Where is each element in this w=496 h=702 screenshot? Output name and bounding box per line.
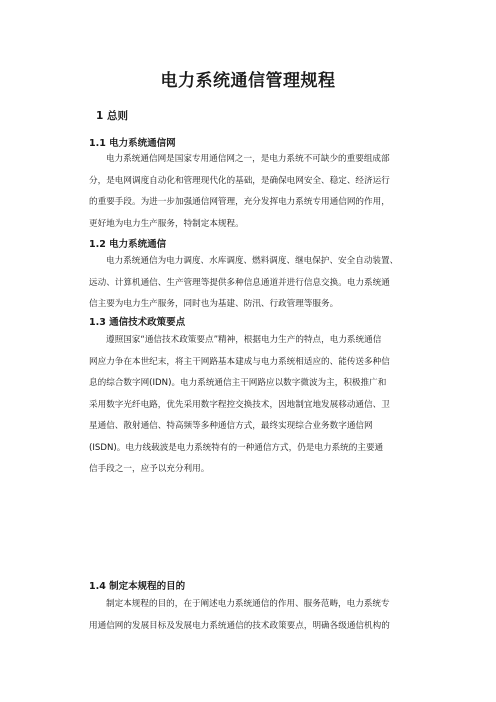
section-heading-1-2: 1.2 电力系统通信 (89, 239, 167, 250)
paragraph-line: 更好地为电力生产服务，特制定本规程。 (89, 218, 244, 229)
paragraph-line: 采用数字光纤电路，优先采用数字程控交换技术，因地制宜地发展移动通信、卫 (89, 399, 390, 410)
section-heading-1-3: 1.3 通信技术政策要点 (89, 317, 186, 328)
paragraph-line: 用通信网的发展目标及发展电力系统通信的技术政策要点，明确各级通信机构的 (89, 620, 390, 631)
paragraph-line: 星通信、散射通信、特高频等多种通信方式，最终实现综合业务数字通信网 (89, 421, 373, 431)
section-heading-1-1: 1.1 电力系统通信网 (89, 138, 176, 149)
paragraph-line: 分，是电网调度自动化和管理现代化的基础，是确保电网安全、稳定、经济运行 (89, 175, 390, 186)
paragraph-line: 制定本规程的目的，在于阐述电力系统通信的作用、服务范畴，电力系统专 (106, 599, 390, 609)
paragraph-line: 信主要为电力生产服务，同时也为基建、防汛、行政管理等服务。 (89, 299, 339, 309)
paragraph-line: 网应力争在本世纪末，将主干网路基本建成与电力系统相适应的、能传送多种信 (89, 356, 390, 367)
paragraph-line: 的重要手段。为进一步加强通信网管理，充分发挥电力系统专用通信网的作用， (89, 197, 390, 207)
paragraph-line: 远动、计算机通信、生产管理等提供多种信息通道并进行信息交换。电力系统通 (89, 277, 390, 288)
document-title: 电力系统通信管理规程 (160, 71, 336, 91)
paragraph-line: 电力系统通信网是国家专用通信网之一，是电力系统不可缺少的重要组成部 (106, 154, 390, 164)
chapter-heading: 1 总则 (96, 110, 128, 122)
paragraph-line: 信手段之一，应予以充分利用。 (89, 464, 210, 474)
section-paragraph-1-4 (89, 594, 421, 637)
section-paragraph-1-2 (89, 251, 421, 316)
section-paragraph-1-1 (89, 149, 421, 235)
paragraph-line: (ISDN)。电力线载波是电力系统特有的一种通信方式，仍是电力系统的主要通 (89, 442, 384, 453)
section-paragraph-1-3 (89, 330, 421, 481)
section-heading-1-4: 1.4 制定本规程的目的 (89, 581, 186, 592)
paragraph-line: 电力系统通信为电力调度、水库调度、燃料调度、继电保护、安全自动装置、 (106, 256, 399, 266)
paragraph-line: 遵照国家“通信技术政策要点”精神，根据电力生产的特点，电力系统通信 (106, 335, 382, 345)
paragraph-line: 息的综合数字网(IDN)。电力系统通信主干网路应以数字微波为主，积极推广和 (89, 378, 387, 388)
